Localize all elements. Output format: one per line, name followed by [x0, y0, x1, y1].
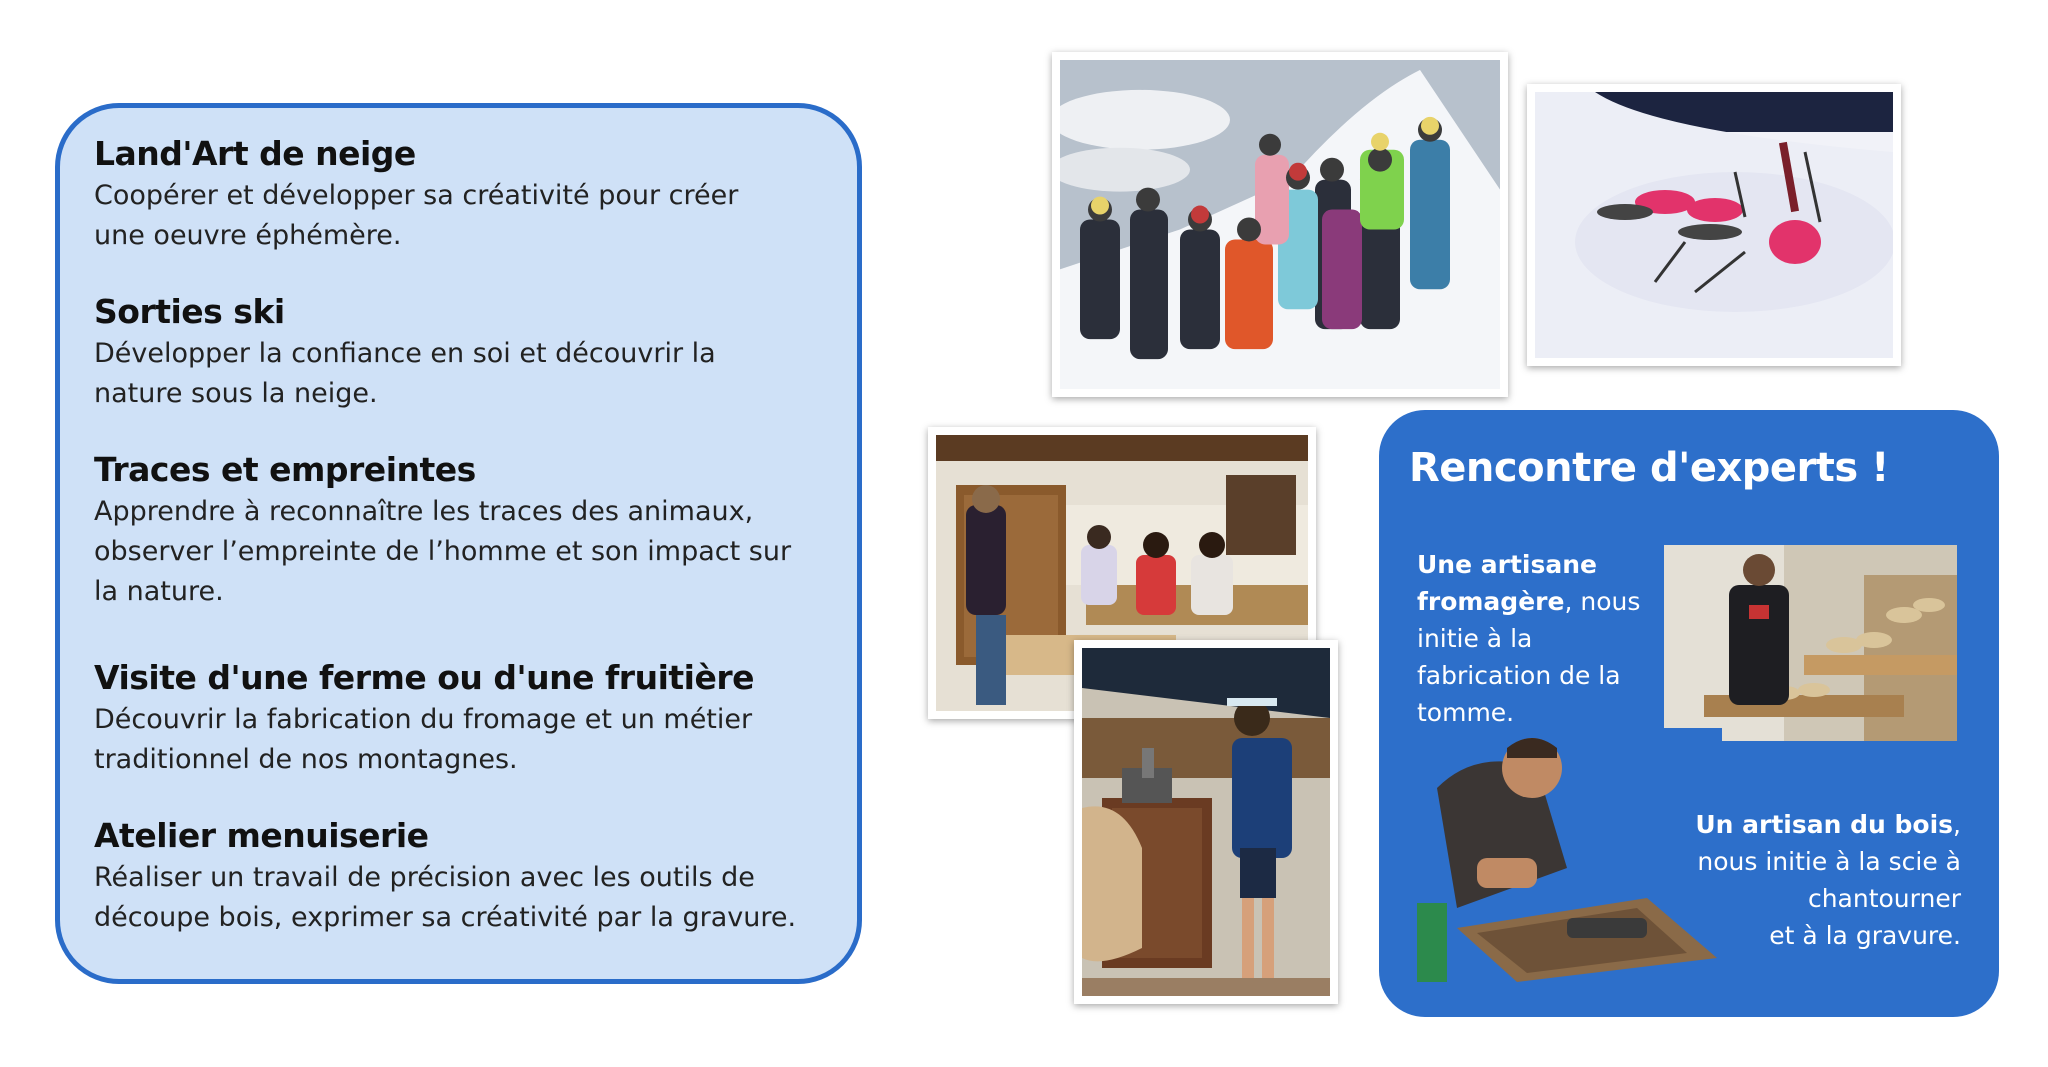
ski-group-photo: [1052, 52, 1508, 397]
experts-title: Rencontre d'experts !: [1409, 445, 1889, 491]
activity-woodwork: [94, 814, 827, 938]
activity-title: Sorties ski: [94, 292, 285, 331]
experts-panel: [1379, 410, 1999, 1017]
cheesemaker-caption: Une artisane fromagère, nous initie à la fabrication de la tomme.: [1417, 550, 1641, 727]
activity-title: Visite d'une ferme ou d'une fruitière: [94, 658, 755, 697]
activity-description: Coopérer et développer sa créativité pour créer une oeuvre éphémère.: [94, 180, 739, 251]
activity-title: Traces et empreintes: [94, 450, 476, 489]
activity-traces: [94, 448, 827, 612]
activity-title: Land'Art de neige: [94, 134, 416, 173]
activity-description: Réaliser un travail de précision avec les outils de découpe bois, exprimer sa créativité par la gravure.: [94, 862, 797, 933]
activity-farm-visit: [94, 656, 827, 780]
activity-description: Apprendre à reconnaître les traces des animaux, observer l’empreinte de l’homme et son impact sur la nature.: [94, 496, 792, 607]
activity-description: Développer la confiance en soi et découvrir la nature sous la neige.: [94, 338, 716, 409]
activity-ski: [94, 290, 827, 414]
activity-description: Découvrir la fabrication du fromage et un métier traditionnel de nos montagnes.: [94, 704, 753, 775]
activity-landart: [94, 132, 827, 256]
activity-title: Atelier menuiserie: [94, 816, 429, 855]
woodworking-photo: [1074, 640, 1338, 1004]
woodworker-caption: Un artisan du bois, nous initie à la scie à chantourner et à la gravure.: [1695, 810, 1961, 950]
activities-panel: [55, 103, 862, 984]
snow-play-photo: [1527, 84, 1901, 366]
cheesemaker-photo: [1664, 545, 1957, 741]
